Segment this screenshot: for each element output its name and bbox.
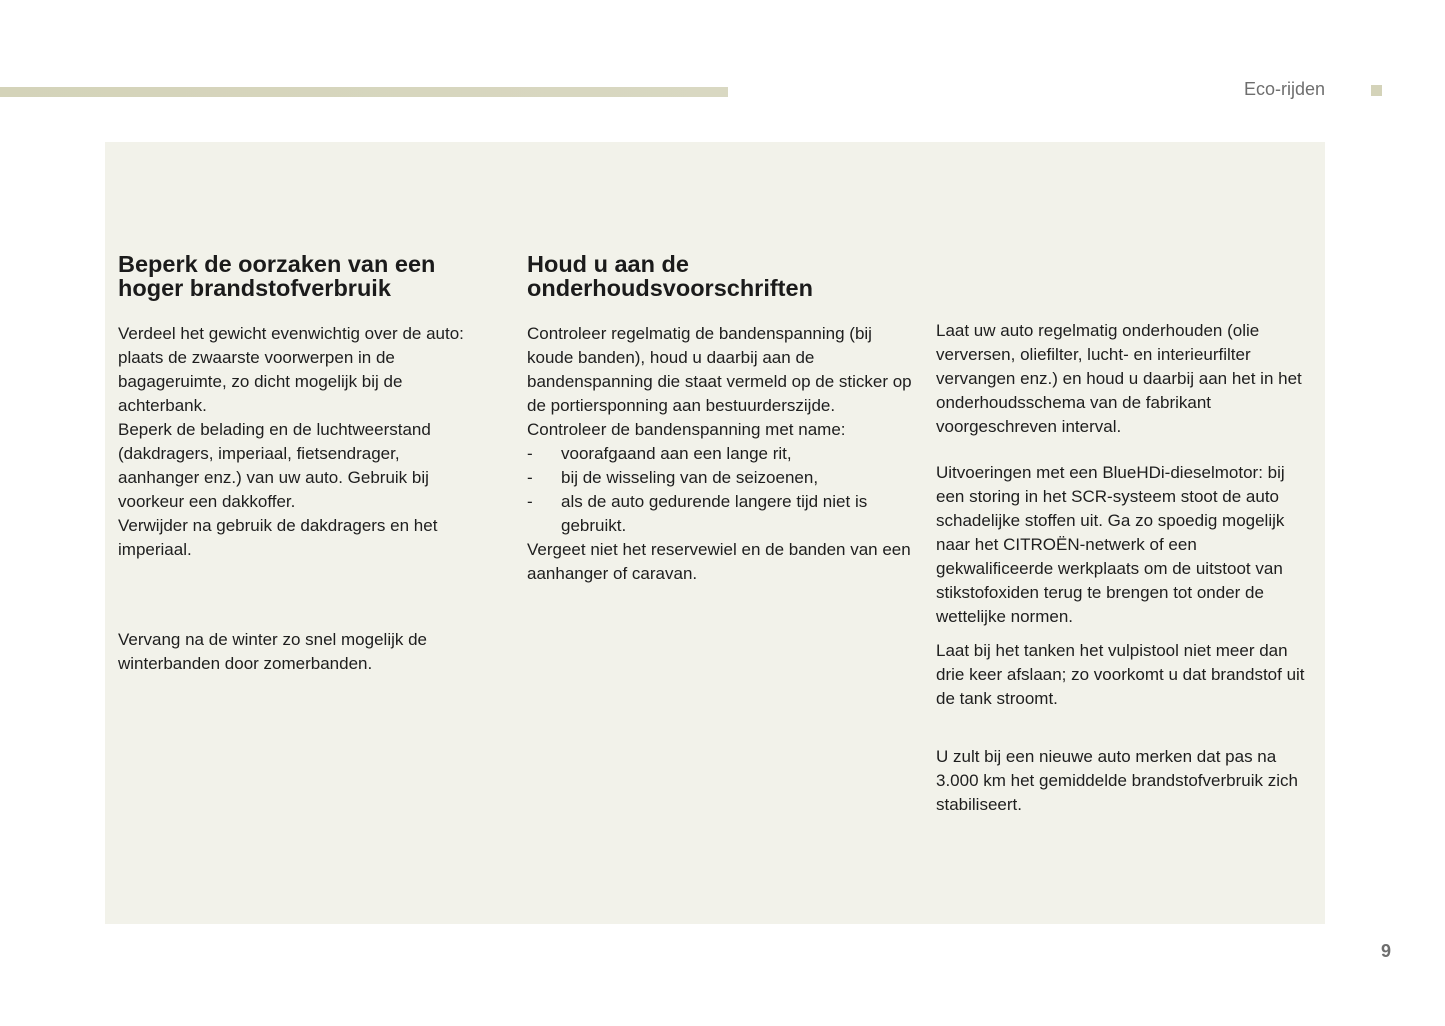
paragraph-refuelling: Laat bij het tanken het vulpistool niet meer dan drie keer afslaan; zo voorkomt u dat brandstof uit de tank stroomt. (936, 641, 1305, 708)
header-accent-bar (0, 87, 728, 97)
list-item: - bij de wisseling van de seizoenen, (527, 466, 912, 490)
paragraph-weight-distribution: Verdeel het gewicht evenwichtig over de auto: plaats de zwaarste voorwerpen in de bagageruimte, zo dicht mogelijk bij de achterbank. (118, 324, 464, 415)
paragraph-regular-service: Laat uw auto regelmatig onderhouden (olie verversen, oliefilter, lucht- en interieurfilter vervangen enz.) en houd u daarbij aan het in het onderhoudsschema van de fabrikant voorgeschreven interval. (936, 321, 1302, 436)
paragraph-winter-tyres: Vervang na de winter zo snel mogelijk de winterbanden door zomerbanden. (118, 630, 428, 673)
section-marker-square (1371, 85, 1382, 96)
paragraph-load-and-drag: Beperk de belading en de luchtweerstand (dakdragers, imperiaal, fietsendrager, aanhanger enz.) van uw auto. Gebruik bij voorkeur een dakkoffer. (118, 420, 431, 511)
heading-fuel-consumption-causes: Beperk de oorzaken van een hoger brandstofverbruik (118, 251, 436, 301)
paragraph-spare-wheel: Vergeet niet het reservewiel en de banden van een aanhanger of caravan. (527, 540, 911, 583)
list-item: - als de auto gedurende langere tijd niet is gebruikt. (527, 490, 912, 538)
paragraph-remove-roof-bars: Verwijder na gebruik de dakdragers en het imperiaal. (118, 516, 438, 559)
page-number: 9 (1380, 941, 1391, 961)
paragraph-new-car-consumption: U zult bij een nieuwe auto merken dat pas na 3.000 km het gemiddelde brandstofverbruik zich stabiliseert. (936, 747, 1298, 814)
paragraph-bluehdi-scr: Uitvoeringen met een BlueHDi-dieselmotor: bij een storing in het SCR-systeem stoot de auto schadelijke stoffen uit. Ga zo spoedig mogelijk naar het CITROËN-netwerk of een gekwalificeerde werkplaats om de uitstoot van stikstofoxiden terug te brengen tot onder de wettelijke normen. (936, 463, 1285, 626)
tyre-check-list (527, 442, 912, 538)
heading-maintenance-instructions: Houd u aan de onderhoudsvoorschriften (527, 251, 813, 301)
column-middle (527, 252, 912, 586)
list-item: - voorafgaand aan een lange rit, (527, 442, 912, 466)
paragraph-tyre-pressure-check: Controleer regelmatig de bandenspanning (bij koude banden), houd u daarbij aan de bandenspanning die staat vermeld op de sticker op de portiersponning aan bestuurderszijde. (527, 324, 912, 415)
section-title: Eco-rijden (1243, 79, 1325, 99)
paragraph-tyre-pressure-when: Controleer de bandenspanning met name: (527, 420, 846, 439)
column-right (936, 319, 1316, 817)
column-left (118, 252, 478, 676)
